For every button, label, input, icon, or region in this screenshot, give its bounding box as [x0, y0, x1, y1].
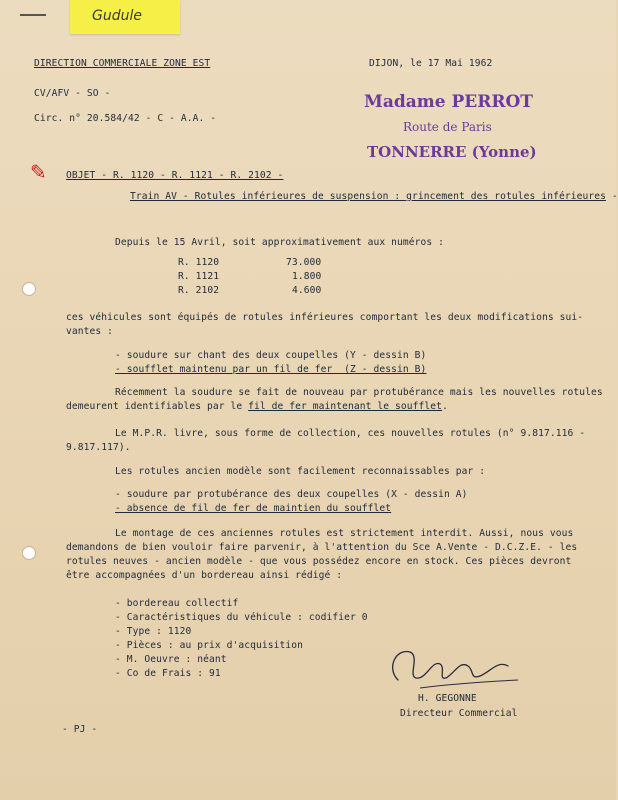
sticky-note-text: Gudule	[92, 8, 142, 24]
list-item: - M. Oeuvre : néant	[115, 654, 227, 665]
paragraph-recently-2	[66, 401, 448, 412]
signatory-name: H. GEGONNE	[418, 693, 477, 704]
red-pen-mark: ✎	[30, 160, 47, 184]
stamp-street: Route de Paris	[403, 120, 492, 134]
paragraph-vehicles-2: vantes :	[66, 326, 114, 337]
paragraph-mounting-1: Le montage de ces anciennes rotules est strictement interdit. Aussi, nous vous	[115, 528, 574, 539]
paragraph-since: Depuis le 15 Avril, soit approximativement aux numéros :	[115, 237, 445, 248]
paragraph-recently-2-pre: demeurent identifiables par le	[66, 401, 249, 412]
paragraph-mounting-3: rotules neuves - ancien modèle - que vous possédez encore en stock. Ces pièces devront	[66, 556, 572, 567]
model-number-2: R. 1121	[178, 271, 220, 282]
serial-value-1: 73.000	[286, 257, 322, 268]
modification-2: - soufflet maintenu par un fil de fer (Z - dessin B)	[115, 364, 427, 375]
objet-subject-text: Train AV - Rotules inférieures de suspension : grincement des rotules inférieures	[130, 191, 606, 202]
attachments-mark: - PJ -	[62, 724, 98, 735]
model-number-3: R. 2102	[178, 285, 220, 296]
direction-heading: DIRECTION COMMERCIALE ZONE EST	[34, 58, 211, 69]
paragraph-mpr-1: Le M.P.R. livre, sous forme de collection, ces nouvelles rotules (n° 9.817.116 -	[115, 428, 586, 439]
paragraph-mounting-2: demandons de bien vouloir faire parvenir, à l'attention du Sce A.Vente - D.C.Z.E. - les	[66, 542, 578, 553]
paragraph-recently-1: Récemment la soudure se fait de nouveau par protubérance mais les nouvelles rotules	[115, 387, 603, 398]
paragraph-recently-2-post: .	[442, 401, 448, 412]
reference-line-1: CV/AFV - SO -	[34, 88, 111, 99]
list-item: - Type : 1120	[115, 626, 192, 637]
punch-hole	[22, 546, 36, 560]
paragraph-recently-2-underlined: fil de fer maintenant le soufflet	[248, 401, 443, 412]
stamp-city: TONNERRE (Yonne)	[367, 143, 537, 161]
pen-dash-mark	[20, 14, 46, 16]
paragraph-vehicles-1: ces véhicules sont équipés de rotules inférieures comportant les deux modifications sui-	[66, 312, 584, 323]
paragraph-mounting-4: être accompagnées d'un bordereau ainsi rédigé :	[66, 570, 343, 581]
objet-line	[66, 170, 283, 181]
circular-reference: Circ. n° 20.584/42 - C - A.A. -	[34, 113, 217, 124]
list-item: - bordereau collectif	[115, 598, 239, 609]
paragraph-mpr-2: 9.817.117).	[66, 442, 131, 453]
place-date: DIJON, le 17 Mai 1962	[369, 58, 493, 69]
modification-1: - soudure sur chant des deux coupelles (Y - dessin B)	[115, 350, 427, 361]
paragraph-old-model: Les rotules ancien modèle sont facilement reconnaissables par :	[115, 466, 486, 477]
punch-hole	[22, 282, 36, 296]
old-feature-1: - soudure par protubérance des deux coupelles (X - dessin A)	[115, 489, 468, 500]
sticky-note	[70, 0, 180, 34]
model-number-1: R. 1120	[178, 257, 220, 268]
objet-subject	[130, 191, 618, 202]
objet-subject-end: -	[605, 191, 618, 202]
serial-value-2: 1.800	[292, 271, 322, 282]
objet-label: OBJET	[66, 170, 96, 181]
handwritten-signature	[380, 630, 530, 700]
objet-models: - R. 1120 - R. 1121 - R. 2102 -	[95, 170, 284, 181]
list-item: - Caractéristiques du véhicule : codifier 0	[115, 612, 368, 623]
signatory-title: Directeur Commercial	[400, 708, 518, 719]
stamp-recipient-name: Madame PERROT	[364, 92, 533, 112]
serial-value-3: 4.600	[292, 285, 322, 296]
old-feature-2: - absence de fil de fer de maintien du soufflet	[115, 503, 392, 514]
list-item: - Pièces : au prix d'acquisition	[115, 640, 304, 651]
list-item: - Co de Frais : 91	[115, 668, 221, 679]
